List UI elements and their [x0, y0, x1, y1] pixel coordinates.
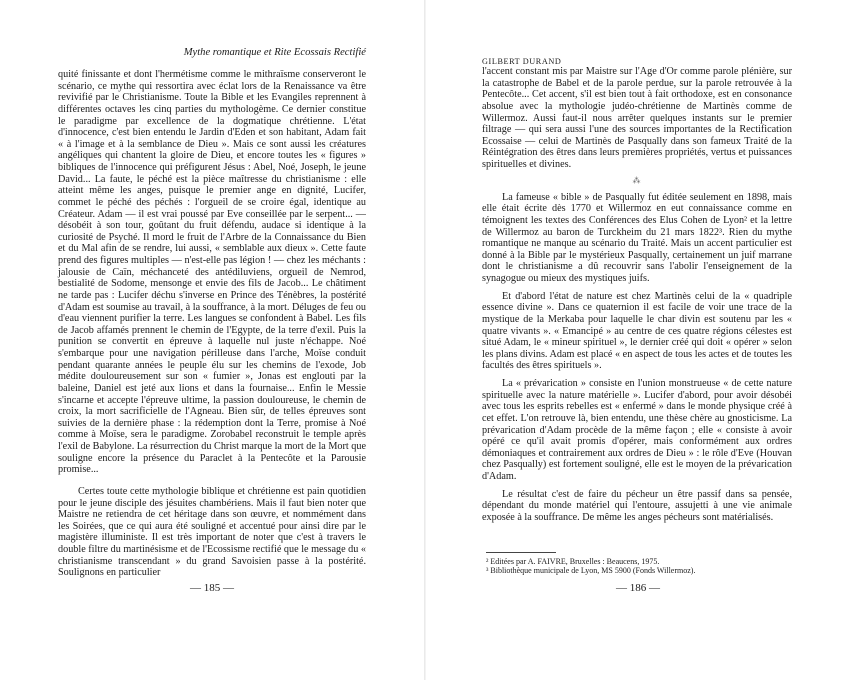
paragraph: Certes toute cette mythologie biblique et chrétienne est pain quotidien pour le jeune disciple des jésuites chambériens. Mais il faut bien noter que Maistre ne retiendra de cet héritage dans son œuvre, et nommément dans les Soirées, que ce qui aura été souligné et accentué pour ainsi dire par le magistère illuministe. Il est très important de noter que c'est à travers le double filtre du martinésisme et de l'Ecossisme rectifié que le message du « christianisme transcendant » du grand Savoisien passe à la postérité. Soulignons en particulier [58, 485, 366, 579]
right-page [426, 0, 850, 680]
left-page [0, 0, 424, 680]
footnote: ³ Bibliothèque municipale de Lyon, MS 5900 (Fonds Willermoz). [486, 566, 696, 576]
section-break-asterism: ⁂ [632, 175, 642, 185]
footnote: ² Editées par A. FAIVRE, Bruxelles : Beaucens, 1975. [486, 557, 660, 566]
paragraph: Et d'abord l'état de nature est chez Martinès celui de la « quadriple essence divine ». Dans ce quaternion il est facile de voir une trace de la mystique de la Merkaba pour laquelle le char divin est soutenu par les « quatre vivants ». « Emancipé » au centre de ces quatre régions célestes est situé Adam, le « mineur spirituel », le dernier créé qui doit « opérer » selon les plans divins. Adam est placé « en aspect de tous les actes et de toutes les facultés des êtres spirituels ». [482, 290, 792, 372]
paragraph: La fameuse « bible » de Pasqually fut éditée seulement en 1898, mais elle était écrite dès 1770 et Willermoz en eut connaissance comme en témoignent les textes des Conférences des Elus Cohen de Lyon² et la lettre de Willermoz au baron de Turckheim du 21 mars 1822³. Rien du mythe romantique ne manque au scénario du Traité. Mais un accent particulier est donné à la Bible par le mystérieux Pasqually, certainement un juif marrane dont le christianisme a dû recouvrir sans l'abolir l'enseignement de la synagogue ou mieux des mystiques juifs. [482, 191, 792, 284]
footnotes [486, 557, 786, 575]
page-number-right: — 186 — [616, 582, 660, 594]
running-head-right: GILBERT DURAND [482, 57, 562, 66]
page-number-left: — 185 — [190, 582, 234, 594]
paragraph-gap [58, 476, 366, 486]
paragraph: La « prévarication » consiste en l'union monstrueuse « de cette nature spirituelle avec la nature matérielle ». Lucifer d'abord, pour avoir désobéi avec tous les esprits rebelles est « enfermé » dans le monde physique créé à cet effet. L'on retrouve là, bien entendu, une thèse chère au gnosticisme. La prévarication d'Adam procède de la même façon ; elle « consiste à avoir opéré ce qu'il avait promis d'opérer, mais conformément aux ordres démoniaques et contrairement aux ordres de Dieu » : le rôle d'Eve (Houvan chez Pasqually) est fortement souligné, elle est le moyen de la prévarication d'Adam. [482, 378, 792, 482]
footnote-rule [486, 552, 556, 553]
running-head-left: Mythe romantique et Rite Ecossais Rectifié [183, 47, 366, 58]
left-page-body [58, 69, 366, 579]
paragraph: quité finissante et dont l'hermétisme comme le mithraïsme conserveront le scénario, ce mythe qui ressortira avec éclat lors de la Renaissance va être revivifié par le Christianisme. Toute la Bible et les Evangiles reprennent à différentes octaves les cinq parties du mythologème. Ce dernier constitue le paradigme par excellence de la dogmatique chrétienne. L'état d'innocence, c'est bien entendu le Jardin d'Eden et son habitant, Adam fait « à l'image et à la semblance de Dieu ». Mais ce sont aussi les créatures angéliques qui chantent la gloire de Dieu, et encore toutes les « figures » bibliques de l'innocence qui préfigurent Jésus : Abel, Noé, Joseph, le jeune David... La faute, le péché est la pièce maîtresse du christianisme : elle atteint même les anges, puisque le premier ange en dignité, Lucifer, commet le péché des péchés : l'orgueil de se croire égal, identique au Créateur. Adam — il est vrai poussé par Eve conseillée par le serpent... — désobéit à son tour, goûtant du fruit défendu, audace si identique à la curiosité de Psyché. Il mord le fruit de l'Arbre de la Connaissance du Bien et du Mal afin de se rendre, lui aussi, « semblable aux dieux ». Cette faute prend des figures multiples — n'est-elle pas légion ! — chez les méchants : jalousie de Caïn, méchanceté des antédiluviens, orgueil de Nemrod, bestialité de Sodome, mensonge et envie des fils de Jacob... Le châtiment ne tarde pas : Lucifer déchu s'inverse en Prince des Ténèbres, la postérité d'Adam est soumise au travail, à la souffrance, à la mort. Déluges de feu ou d'eau viennent purifier la terre. Les langues se confondent à Babel. Les fils de Jacob affamés prennent le chemin de l'Egypte, de la terre d'exil. Puis la punition se convertit en épreuve à laquelle nul juste n'échappe. Noé s'embarque pour une navigation périlleuse dans l'arche, Moïse conduit pendant quarante années le peuple élu sur les chemins de l'exode, Job médite douloureusement sur son « fumier », Jonas est englouti par la baleine, Daniel est jeté aux lions et dans la fournaise... Enfin le Messie s'incarne et accepte l'épreuve ultime, la passion douloureuse, le chemin de croix, la mort sacrificielle de l'Agneau. Bien sûr, de telles épreuves sont suivies de la dernière phase : la rédemption dont la Terre, promise à Noé comme à Moïse, sera le paradigme. Zorobabel reconstruit le temple après l'exil de Babylone. La résurrection du Christ marque la mort de la Mort que souligne encore la présence du Paraclet à la Pentecôte et la Parousie promise... [58, 69, 366, 476]
paragraph: l'accent constant mis par Maistre sur l'Age d'Or comme parole plénière, sur la catastrophe de Babel et de la parole perdue, sur la parole retrouvée à la Pentecôte... Cet accent, s'il est bien tout à fait orthodoxe, est en consonance absolue avec la mythologie judéo-chrétienne de Martinès comme de Willermoz. Aussi faut-il nous arrêter quelques instants sur le premier filtrage — qui sera aussi l'une des sources importantes de la Rectification Ecossaise — celui de Martinès de Pasqually dans son fameux Traité de la Réintégration des êtres dans leurs premières propriétés, vertus et puissances spirituelles et divines. [482, 66, 792, 170]
paragraph: Le résultat c'est de faire du pécheur un être passif dans sa pensée, dépendant du monde matériel qui l'entoure, assujetti à une vie animale exposée à la souffrance. De même les anges pécheurs sont matérialisés. [482, 488, 792, 523]
right-page-body [482, 66, 792, 524]
